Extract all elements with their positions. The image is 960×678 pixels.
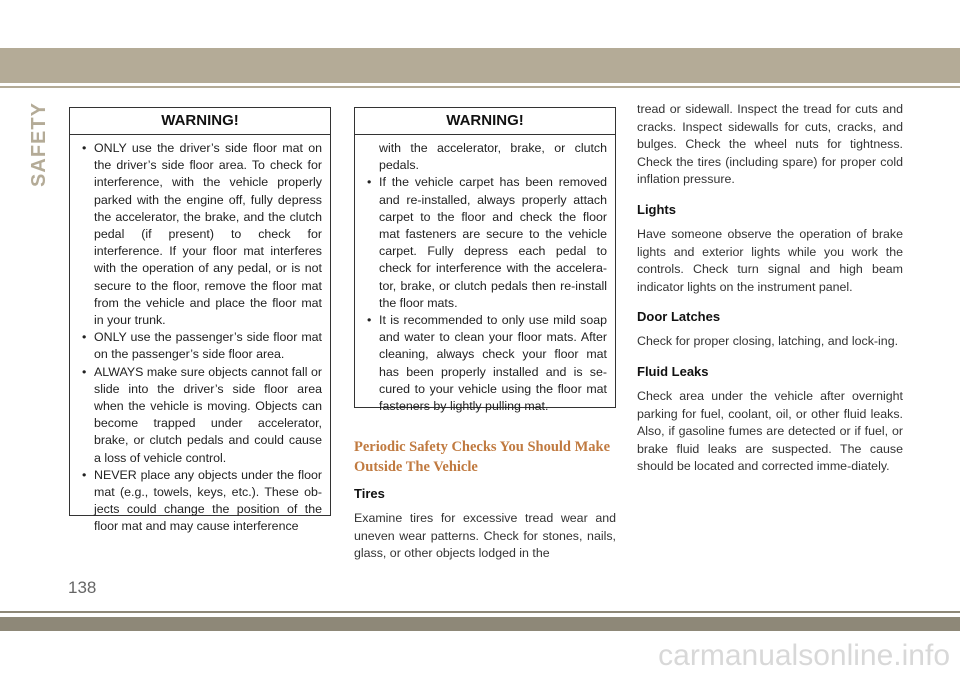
warning-box-2: [354, 107, 616, 414]
door-latches-text: Check for proper closing, latching, and lock-ing.: [637, 334, 899, 349]
bullet-text: mat (e.g., towels, keys, etc.). These ob-jects could change the position of the floor mat and may cause interference: [94, 485, 322, 534]
bullet-text: slide into the driver’s side floor area when the vehicle is moving. Objects can become trapped under accelerator, brake, or clutch pedals and could cause a loss of vehicle control.: [94, 381, 322, 465]
door-latches-heading: Door Latches: [637, 309, 721, 325]
right-column: [637, 101, 903, 476]
bullet-text: If the vehicle carpet has been removed: [379, 175, 607, 190]
section-tab: [26, 101, 52, 187]
bullet-text: ONLY use the driver’s side floor mat on: [94, 141, 322, 155]
tires-heading: Tires: [354, 486, 385, 501]
warning-title: WARNING!: [355, 108, 615, 135]
warning-continuation: with the accelerator, brake, or clutch pedals.: [379, 141, 607, 173]
list-item: [363, 174, 607, 312]
bullet-text: ONLY use the passenger’s side floor mat: [94, 330, 322, 345]
section-label: SAFETY: [27, 101, 50, 187]
bullet-text: ALWAYS make sure objects cannot fall or: [94, 364, 322, 379]
warning-title: WARNING!: [70, 108, 330, 135]
list-item: [363, 312, 607, 415]
footer-rule: [0, 611, 960, 613]
lights-text: Have someone observe the operation of brake lights and exterior lights while you work the controls. Check turn signal and high beam indicator lights on the instrument panel.: [637, 226, 903, 294]
tires-text-continued: tread or sidewall. Inspect the tread for cuts and cracks. Inspect sidewalls for cuts, cracks, and bulges. Check the wheel nuts for tightness. Check the tires (including spare) for proper cold inflation pressure.: [637, 102, 903, 187]
list-item: [78, 364, 322, 467]
bullet-text: and re-installed, always properly attach carpet to the floor and check the floor mat fasteners are secure to the vehicle carpet. Fully depress each pedal to check for interference with the accelera-tor, brake, or clutch pedals then re-install the floor mats.: [379, 192, 607, 310]
bullet-text: NEVER place any objects under the floor: [94, 467, 322, 482]
fluid-leaks-text: Check area under the vehicle after overnight parking for fuel, coolant, oil, or other fluid leaks. Also, if gasoline fumes are detected or if fuel, or brake fluid leaks are suspected. The cause should be located and corrected imme-diately.: [637, 388, 903, 474]
header-rule: [0, 86, 960, 88]
bullet-text: It is recommended to only use mild soap: [379, 313, 607, 328]
bullet-text: the driver’s side floor area. To check for interference, with the vehicle properly parked with the engine off, fully depress the accelerator, the brake, and the clutch pedal (if present) to check for interference. If your floor mat interferes with the operation of any pedal, or is not secure to the floor, remove the floor mat from the vehicle and place the floor mat in your trunk.: [94, 158, 322, 328]
list-item: [78, 329, 322, 363]
header-band: [0, 48, 960, 83]
tires-text: Examine tires for excessive tread wear and uneven wear patterns. Check for stones, nails, glass, or other objects lodged in the: [354, 511, 616, 561]
lights-heading: Lights: [637, 201, 676, 217]
list-item: [78, 140, 322, 329]
bullet-text: on the passenger’s side floor area.: [94, 347, 285, 362]
page-number: 138: [68, 578, 97, 597]
section-heading: Periodic Safety Checks You Should Make Outside The Vehicle: [354, 439, 611, 475]
fluid-leaks-heading: Fluid Leaks: [637, 363, 709, 379]
watermark-bar: [0, 631, 960, 678]
watermark: carmanualsonline.info: [658, 639, 950, 672]
list-item: [78, 467, 322, 536]
footer-band: [0, 617, 960, 631]
bullet-text: and water to clean your floor mats. After cleaning, always check your floor mat has been properly installed and is se-cured to your vehicle using the floor mat fasteners by lightly pulling mat.: [379, 330, 607, 414]
warning-box-1: [69, 107, 331, 534]
